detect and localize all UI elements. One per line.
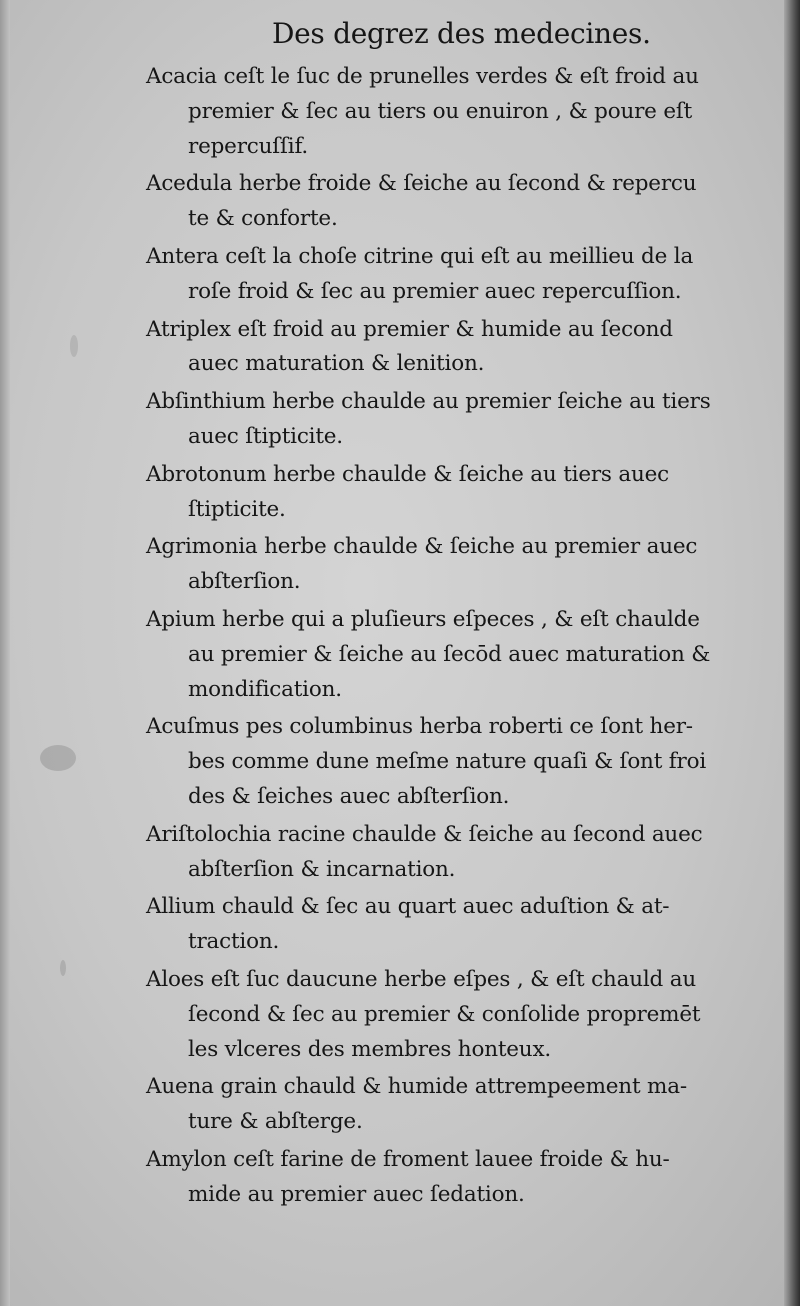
ink-blot bbox=[40, 745, 76, 771]
entry-continuation-line: ſtipticite. bbox=[188, 496, 286, 522]
entry-continuation-line: premier & ſec au tiers ou enuiron , & poure eſt bbox=[188, 98, 693, 124]
entry-first-line: Acacia ceſt le ſuc de prunelles verdes & eſt froid au bbox=[146, 64, 699, 89]
entry-continuation-line: abſterſion & incarnation. bbox=[188, 856, 456, 882]
entry-first-line: Agrimonia herbe chaulde & ſeiche au premier auec bbox=[146, 534, 698, 560]
entry bbox=[146, 890, 764, 960]
entry bbox=[146, 240, 764, 310]
entry-continuation-line: au premier & ſeiche au ſecōd auec maturation & bbox=[188, 641, 711, 667]
entry bbox=[146, 530, 764, 600]
entry-continuation-line: mide au premier auec ſedation. bbox=[188, 1181, 525, 1207]
entry-continuation-line: auec maturation & lenition. bbox=[188, 351, 485, 377]
entry bbox=[146, 603, 764, 707]
entry-list bbox=[146, 60, 764, 1216]
entry bbox=[146, 313, 764, 383]
entry-continuation-line: ſecond & ſec au premier & conſolide propremēt bbox=[188, 1001, 701, 1027]
entry-first-line: Amylon ceſt farine de froment lauee froide & hu- bbox=[146, 1146, 670, 1172]
entry-continuation-line: traction. bbox=[188, 929, 280, 955]
entry bbox=[146, 167, 764, 237]
entry bbox=[146, 710, 764, 814]
page-edge-shadow bbox=[784, 0, 800, 1306]
entry bbox=[146, 458, 764, 528]
binding-gutter-shadow bbox=[0, 0, 10, 1306]
entry-first-line: Abrotonum herbe chaulde & ſeiche au tiers auec bbox=[146, 461, 670, 487]
entry-first-line: Acedula herbe froide & ſeiche au ſecond & repercu bbox=[146, 171, 697, 197]
entry-first-line: Antera ceſt la choſe citrine qui eſt au meillieu de la bbox=[146, 243, 694, 269]
entry-continuation-line: des & ſeiches auec abſterſion. bbox=[188, 783, 510, 809]
entry-first-line: Allium chauld & ſec au quart auec aduſtion & at- bbox=[146, 894, 670, 920]
entry-continuation-line: roſe froid & ſec au premier auec repercuſſion. bbox=[188, 278, 682, 304]
entry-continuation-line: bes comme dune meſme nature quaſi & ſont froi bbox=[188, 749, 707, 775]
entry-first-line: Acuſmus pes columbinus herba roberti ce ſont her- bbox=[146, 714, 693, 740]
entry-first-line: Abſinthium herbe chaulde au premier ſeiche au tiers bbox=[146, 389, 711, 415]
entry bbox=[146, 1070, 764, 1140]
entry bbox=[146, 1143, 764, 1213]
entry-first-line: Apium herbe qui a pluſieurs eſpeces , & eſt chaulde bbox=[146, 606, 700, 632]
ink-blot bbox=[70, 335, 78, 357]
entry bbox=[146, 385, 764, 455]
entry bbox=[146, 818, 764, 888]
running-head: Des degrez des medecines. bbox=[272, 17, 651, 50]
entry-first-line: Atriplex eſt froid au premier & humide au ſecond bbox=[146, 316, 673, 342]
entry-continuation-line: auec ſtipticite. bbox=[188, 423, 343, 449]
entry-continuation-line: repercuſſif. bbox=[188, 133, 309, 159]
ink-blot bbox=[60, 960, 66, 976]
entry bbox=[146, 963, 764, 1067]
entry-continuation-line: ture & abſterge. bbox=[188, 1109, 363, 1135]
entry bbox=[146, 60, 764, 164]
entry-continuation-line: te & conforte. bbox=[188, 206, 338, 232]
entry-continuation-line: mondification. bbox=[188, 676, 342, 702]
entry-continuation-line: les vlceres des membres honteux. bbox=[188, 1036, 552, 1062]
entry-continuation-line: abſterſion. bbox=[188, 569, 301, 595]
entry-first-line: Ariſtolochia racine chaulde & ſeiche au ſecond auec bbox=[146, 821, 703, 847]
entry-first-line: Aloes eſt ſuc daucune herbe eſpes , & eſt chauld au bbox=[146, 966, 696, 992]
entry-first-line: Auena grain chauld & humide attrempeement ma- bbox=[146, 1074, 687, 1100]
